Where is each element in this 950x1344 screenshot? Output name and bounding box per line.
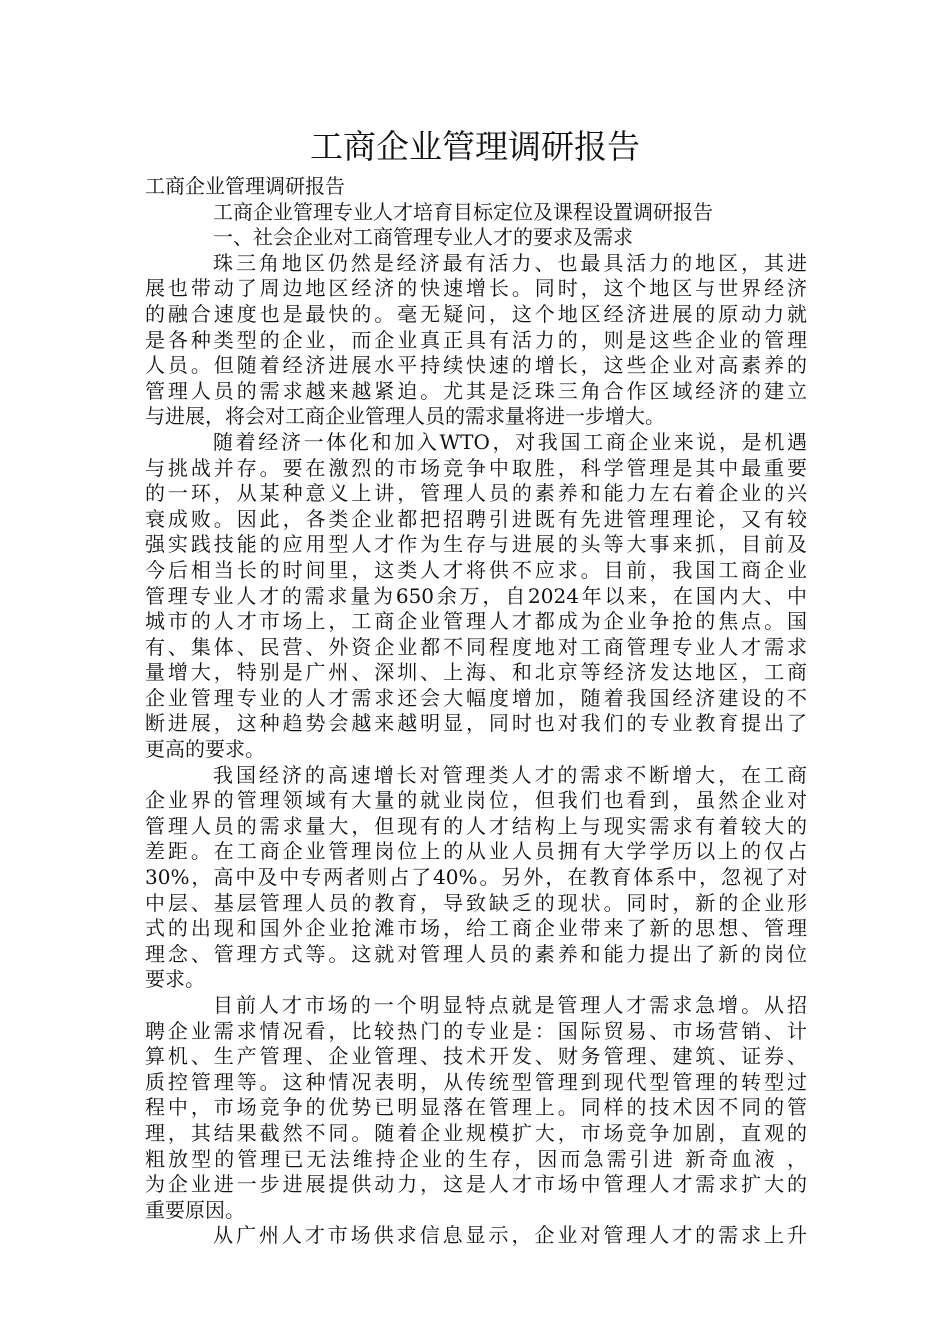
- paragraph-line: 企业管理专业的人才需求还会大幅度增加，随着我国经济建设的不: [145, 685, 807, 710]
- paragraph-line: 我国经济的高速增长对管理类人才的需求不断增大，在工商: [213, 762, 807, 787]
- paragraph-line: 从广州人才市场供求信息显示，企业对管理人才的需求上升: [213, 1223, 807, 1248]
- paragraph-line: 为企业进一步进展提供动力，这是人才市场中管理人才需求扩大的: [145, 1172, 807, 1197]
- paragraph-line: 展也带动了周边地区经济的快速增长。同时，这个地区与世界经济: [145, 276, 807, 301]
- paragraph-line: 目前人才市场的一个明显特点就是管理人才需求急增。从招: [213, 993, 807, 1017]
- paragraph-line: 与挑战并存。要在激烈的市场竞争中取胜，科学管理是其中最重要: [145, 455, 807, 480]
- paragraph-line: 断进展，这种趋势会越来越明显，同时也对我们的专业教育提出了: [145, 711, 807, 736]
- paragraph-line: 城市的人才市场上，工商企业管理人才都成为企业争抢的焦点。国: [145, 609, 807, 634]
- paragraph-line: 衰成败。因此，各类企业都把招聘引进既有先进管理理论，又有较: [145, 506, 807, 531]
- paragraph-line: 粗放型的管理已无法维持企业的生存，因而急需引进 新奇血液 ，: [145, 1146, 807, 1171]
- paragraph-line: 管理人员的需求量大，但现有的人才结构上与现实需求有着较大的: [145, 813, 807, 838]
- paragraph-line: 管理人员的需求越来越紧迫。尤其是泛珠三角合作区域经济的建立: [145, 378, 807, 403]
- paragraph-line: 的一环，从某种意义上讲，管理人员的素养和能力左右着企业的兴: [145, 481, 807, 506]
- document-title: 工商企业管理调研报告: [310, 127, 640, 166]
- paragraph-line: 人员。但随着经济进展水平持续快速的增长，这些企业对高素养的: [145, 353, 807, 378]
- paragraph-line: 量增大，特别是广州、深圳、上海、和北京等经济发达地区，工商: [145, 660, 807, 685]
- paragraph-line: 强实践技能的应用型人才作为生存与进展的头等大事来抓，目前及: [145, 532, 807, 557]
- paragraph-line: 程中，市场竞争的优势已明显落在管理上。同样的技术因不同的管: [145, 1095, 807, 1120]
- document-body: [145, 174, 807, 1249]
- paragraph-line: 聘企业需求情况看，比较热门的专业是：国际贸易、市场营销、计: [145, 1018, 807, 1043]
- paragraph-line: 随着经济一体化和加入WTO，对我国工商企业来说，是机遇: [213, 429, 807, 454]
- paragraph-line: 重要原因。: [145, 1197, 245, 1222]
- subtitle-line: 工商企业管理调研报告: [145, 174, 345, 198]
- paragraph-line: 是各种类型的企业，而企业真正具有活力的，则是这些企业的管理: [145, 327, 807, 352]
- paragraph-line: 珠三角地区仍然是经济最有活力、也最具活力的地区，其进: [213, 250, 807, 275]
- paragraph-line: 企业界的管理领域有大量的就业岗位，但我们也看到，虽然企业对: [145, 788, 807, 813]
- paragraph-line: 质控管理等。这种情况表明，从传统型管理到现代型管理的转型过: [145, 1069, 807, 1094]
- paragraph-line: 的融合速度也是最快的。毫无疑问，这个地区经济进展的原动力就: [145, 301, 807, 326]
- section-heading: 一、社会企业对工商管理专业人才的要求及需求: [213, 225, 633, 250]
- paragraph-line: 理念、管理方式等。这就对管理人员的素养和能力提出了新的岗位: [145, 941, 807, 966]
- paragraph-line: 中层、基层管理人员的教育，导致缺乏的现状。同时，新的企业形: [145, 890, 807, 915]
- paragraph-line: 有、集体、民营、外资企业都不同程度地对工商管理专业人才需求: [145, 634, 807, 659]
- paragraph-line: 与进展，将会对工商企业管理人员的需求量将进一步增大。: [145, 404, 665, 429]
- paragraph-line: 算机、生产管理、企业管理、技术开发、财务管理、建筑、证券、: [145, 1044, 807, 1069]
- paragraph-line: 理，其结果截然不同。随着企业规模扩大，市场竞争加剧，直观的: [145, 1120, 807, 1145]
- report-title-line: 工商企业管理专业人才培育目标定位及课程设置调研报告: [213, 199, 713, 224]
- paragraph-line: 式的出现和国外企业抢滩市场，给工商企业带来了新的思想、管理: [145, 916, 807, 941]
- paragraph-line: 要求。: [145, 967, 205, 992]
- paragraph-line: 管理专业人才的需求量为650余万，自2024年以来，在国内大、中: [145, 583, 807, 608]
- paragraph-line: 更高的要求。: [145, 737, 265, 762]
- paragraph-line: 今后相当长的时间里，这类人才将供不应求。目前，我国工商企业: [145, 557, 807, 582]
- paragraph-line: 30%，高中及中专两者则占了40%。另外，在教育体系中，忽视了对: [145, 865, 807, 890]
- paragraph-line: 差距。在工商企业管理岗位上的从业人员拥有大学学历以上的仅占: [145, 839, 807, 864]
